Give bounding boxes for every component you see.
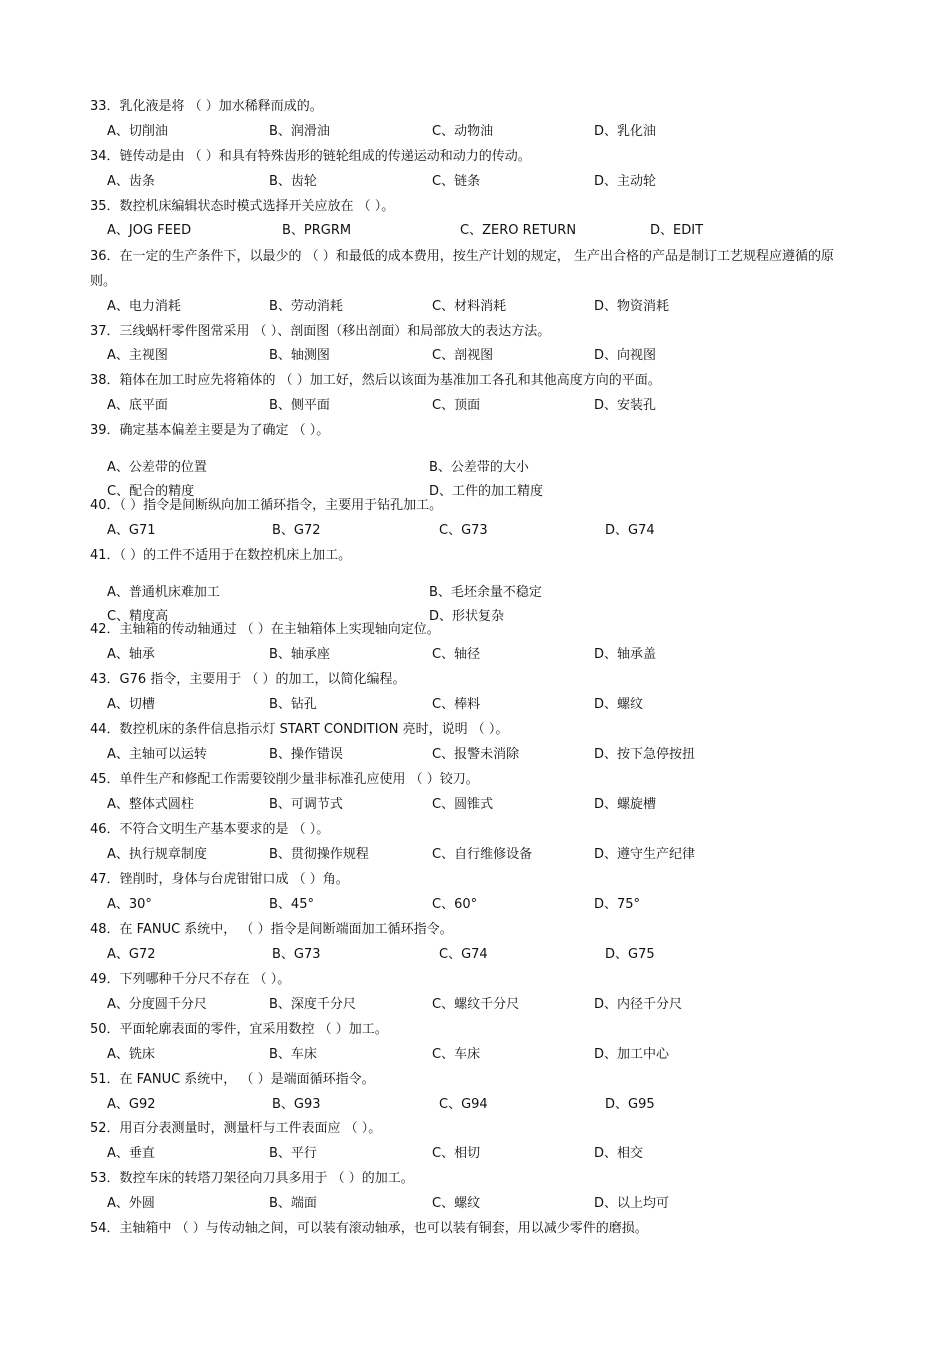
question-text: 54．主轴箱中 （ ）与传动轴之间，可以装有滚动轴承，也可以装有铜套，用以减少零件的磨损。 (90, 1221, 648, 1236)
option-a: A、JOG FEED (107, 223, 192, 238)
option-b: B、公差带的大小 (429, 460, 529, 475)
question-text: 47．锉削时，身体与台虎钳钳口成 （ ）角。 (90, 872, 349, 887)
option-c: C、G74 (439, 947, 488, 962)
question-text: 35．数控机床编辑状态时模式选择开关应放在 （ ）。 (90, 199, 395, 214)
option-a: A、主视图 (107, 348, 168, 363)
question-text: 52．用百分表测量时，测量杆与工件表面应 （ ）。 (90, 1121, 382, 1136)
option-c: C、螺纹千分尺 (432, 997, 520, 1012)
option-d: D、向视图 (594, 348, 657, 363)
option-a: A、切削油 (107, 124, 168, 139)
option-d: D、工件的加工精度 (429, 484, 544, 499)
option-d: D、75° (594, 897, 641, 912)
option-c: C、圆锥式 (432, 797, 494, 812)
option-b: B、G72 (272, 523, 321, 538)
question-text: 42．主轴箱的传动轴通过 （ ）在主轴箱体上实现轴向定位。 (90, 622, 440, 637)
option-a: A、30° (107, 897, 152, 912)
option-d: D、EDIT (650, 223, 704, 238)
option-d: D、轴承盖 (594, 647, 657, 662)
question-text: 34．链传动是由 （ ）和具有特殊齿形的链轮组成的传递运动和动力的传动。 (90, 149, 531, 164)
option-d: D、按下急停按扭 (594, 747, 696, 762)
option-a: A、底平面 (107, 398, 168, 413)
question-text: 41．（ ）的工件不适用于在数控机床上加工。 (90, 548, 352, 563)
option-a: A、公差带的位置 (107, 460, 207, 475)
option-d: D、加工中心 (594, 1047, 670, 1062)
option-d: D、内径千分尺 (594, 997, 683, 1012)
option-b: B、润滑油 (269, 124, 330, 139)
question-text: 40．（ ）指令是间断纵向加工循环指令，主要用于钻孔加工。 (90, 498, 443, 513)
option-c: C、自行维修设备 (432, 847, 533, 862)
option-b: B、可调节式 (269, 797, 343, 812)
question-text: 50．平面轮廓表面的零件，宜采用数控 （ ）加工。 (90, 1022, 388, 1037)
option-a: A、普通机床难加工 (107, 585, 220, 600)
option-d: D、物资消耗 (594, 299, 670, 314)
option-a: A、电力消耗 (107, 299, 181, 314)
question-text: 49．下列哪种千分尺不存在 （ ）。 (90, 972, 291, 987)
option-a: A、G72 (107, 947, 156, 962)
options-row (107, 1043, 847, 1068)
question-text: 51．在 FANUC 系统中， （ ）是端面循环指令。 (90, 1072, 375, 1087)
options-row (107, 1142, 847, 1167)
option-b: B、车床 (269, 1047, 317, 1062)
option-c: C、材料消耗 (432, 299, 507, 314)
options-row (107, 581, 847, 606)
options-row (107, 943, 847, 968)
options-row (107, 693, 847, 718)
option-b: B、平行 (269, 1146, 317, 1161)
option-c: C、链条 (432, 174, 481, 189)
options-row (107, 170, 847, 195)
option-c: C、相切 (432, 1146, 481, 1161)
option-b: B、轴测图 (269, 348, 330, 363)
option-b: B、深度千分尺 (269, 997, 356, 1012)
option-b: B、PRGRM (282, 223, 352, 238)
options-row (107, 394, 847, 419)
option-a: A、整体式圆柱 (107, 797, 194, 812)
option-d: D、形状复杂 (429, 609, 505, 624)
option-a: A、铣床 (107, 1047, 155, 1062)
option-c: C、螺纹 (432, 1196, 481, 1211)
options-row (107, 1093, 847, 1118)
option-d: D、螺纹 (594, 697, 644, 712)
option-b: B、45° (269, 897, 314, 912)
option-c: C、轴径 (432, 647, 481, 662)
option-a: A、执行规章制度 (107, 847, 207, 862)
option-d: D、以上均可 (594, 1196, 670, 1211)
options-row (107, 295, 847, 320)
option-d: D、遵守生产纪律 (594, 847, 696, 862)
options-row (107, 1192, 847, 1217)
option-b: B、贯彻操作规程 (269, 847, 369, 862)
option-c: C、ZERO RETURN (460, 223, 577, 238)
option-c: C、剖视图 (432, 348, 494, 363)
question-text: 39．确定基本偏差主要是为了确定 （ ）。 (90, 423, 330, 438)
question-text: 43．G76 指令，主要用于 （ ）的加工，以简化编程。 (90, 672, 406, 687)
option-c: C、顶面 (432, 398, 481, 413)
option-c: C、G94 (439, 1097, 488, 1112)
option-d: D、主动轮 (594, 174, 657, 189)
option-c: C、配合的精度 (107, 484, 195, 499)
options-row (107, 743, 847, 768)
options-row (107, 843, 847, 868)
option-d: D、G95 (605, 1097, 655, 1112)
question-text: 45．单件生产和修配工作需要铰削少量非标准孔应使用 （ ）铰刀。 (90, 772, 479, 787)
question-text: 44．数控机床的条件信息指示灯 START CONDITION 亮时，说明 （ ）。 (90, 722, 509, 737)
option-a: A、G92 (107, 1097, 156, 1112)
question-text: 48．在 FANUC 系统中， （ ）指令是间断端面加工循环指令。 (90, 922, 453, 937)
option-c: C、动物油 (432, 124, 494, 139)
option-c: C、棒料 (432, 697, 481, 712)
option-a: A、齿条 (107, 174, 155, 189)
options-row (107, 993, 847, 1018)
options-row (107, 893, 847, 918)
option-b: B、端面 (269, 1196, 317, 1211)
option-b: B、G93 (272, 1097, 321, 1112)
question-text: 36．在一定的生产条件下，以最少的 （ ）和最低的成本费用，按生产计划的规定， 生产出合格的产品是制订工艺规程应遵循的原则。 (90, 249, 834, 289)
option-b: B、钻孔 (269, 697, 317, 712)
question-text: 33．乳化液是将 （ ）加水稀释而成的。 (90, 99, 323, 114)
options-row (107, 344, 847, 369)
option-b: B、轴承座 (269, 647, 330, 662)
option-d: D、G74 (605, 523, 655, 538)
options-row (107, 219, 847, 244)
option-d: D、乳化油 (594, 124, 657, 139)
question-text: 53．数控车床的转塔刀架径向刀具多用于 （ ）的加工。 (90, 1171, 414, 1186)
option-c: C、精度高 (107, 609, 169, 624)
option-c: C、60° (432, 897, 478, 912)
options-row (107, 793, 847, 818)
option-b: B、毛坯余量不稳定 (429, 585, 542, 600)
options-row (107, 120, 847, 145)
question-text: 46．不符合文明生产基本要求的是 （ ）。 (90, 822, 330, 837)
option-d: D、相交 (594, 1146, 644, 1161)
options-row (107, 643, 847, 668)
option-a: A、G71 (107, 523, 156, 538)
option-a: A、分度圆千分尺 (107, 997, 207, 1012)
option-d: D、螺旋槽 (594, 797, 657, 812)
option-c: C、G73 (439, 523, 488, 538)
question-text: 37．三线蜗杆零件图常采用 （ ）、剖面图（移出剖面）和局部放大的表达方法。 (90, 324, 551, 339)
option-b: B、侧平面 (269, 398, 330, 413)
options-row (107, 456, 847, 481)
question-text: 38．箱体在加工时应先将箱体的 （ ）加工好，然后以该面为基准加工各孔和其他高度方向的平面。 (90, 373, 661, 388)
option-b: B、操作错误 (269, 747, 343, 762)
option-a: A、切槽 (107, 697, 155, 712)
option-a: A、垂直 (107, 1146, 155, 1161)
option-c: C、车床 (432, 1047, 481, 1062)
option-d: D、安装孔 (594, 398, 657, 413)
option-a: A、主轴可以运转 (107, 747, 207, 762)
option-b: B、G73 (272, 947, 321, 962)
option-d: D、G75 (605, 947, 655, 962)
options-row (107, 519, 847, 544)
option-a: A、外圆 (107, 1196, 155, 1211)
option-b: B、齿轮 (269, 174, 317, 189)
option-b: B、劳动消耗 (269, 299, 343, 314)
option-c: C、报警未消除 (432, 747, 520, 762)
option-a: A、轴承 (107, 647, 155, 662)
